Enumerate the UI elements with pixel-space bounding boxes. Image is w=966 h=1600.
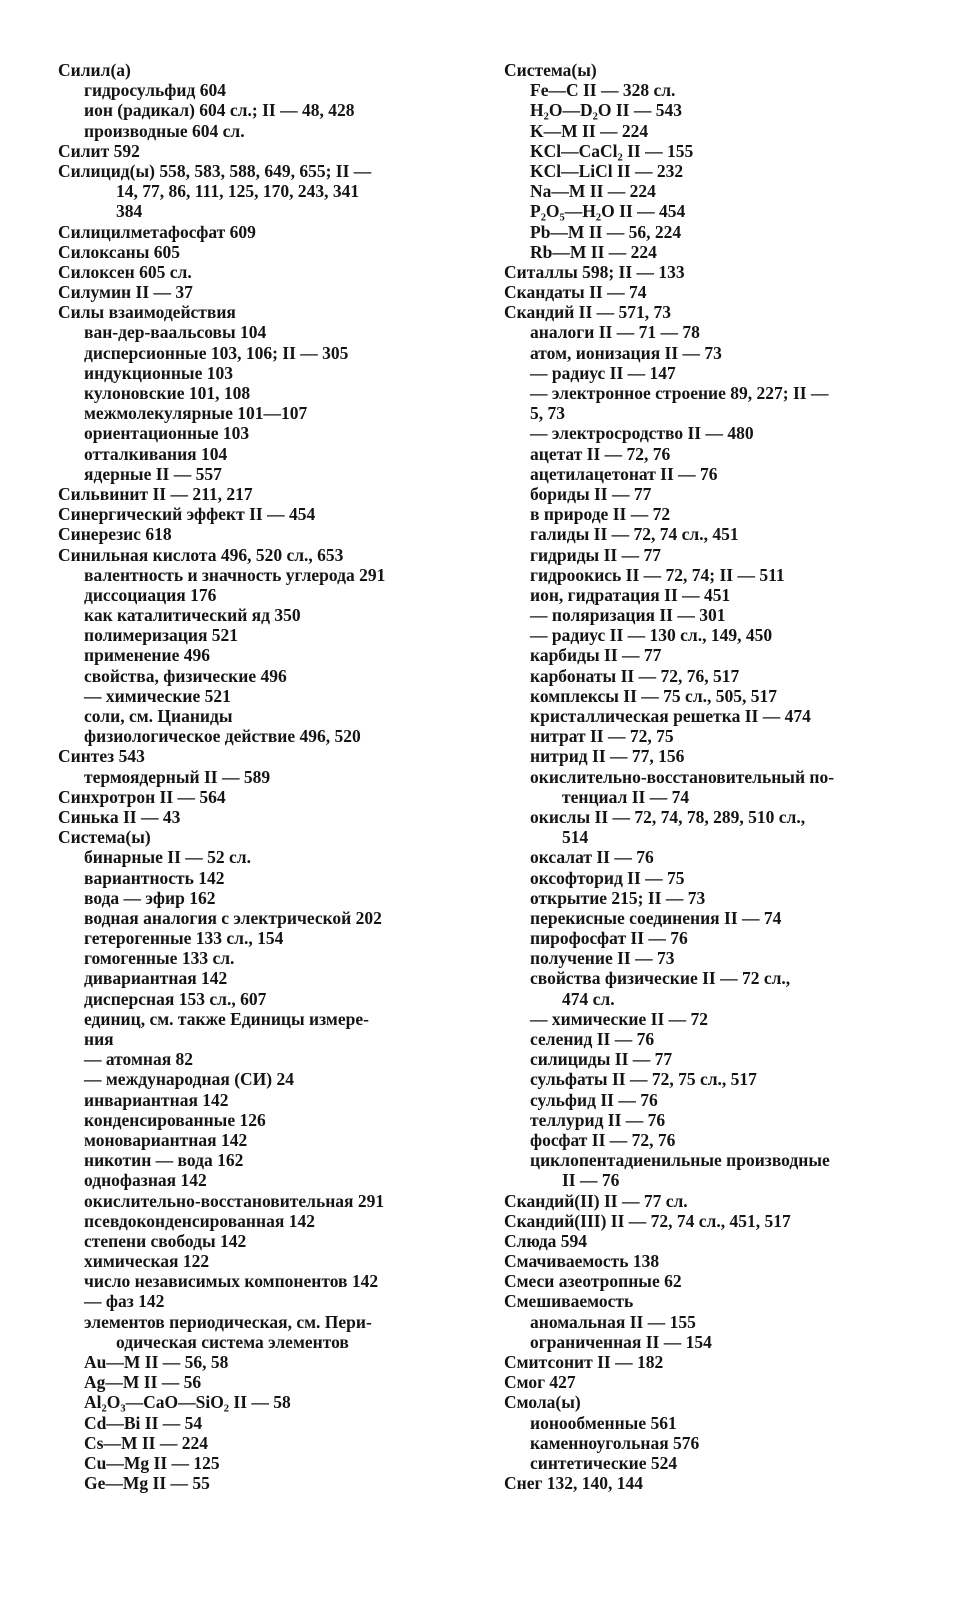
index-subentry: ион (радикал) 604 сл.; II — 48, 428 bbox=[84, 100, 355, 121]
index-subentry: — атомная 82 bbox=[84, 1049, 194, 1070]
index-subentry: 514 bbox=[562, 827, 589, 848]
index-entry: Скандий(III) II — 72, 74 сл., 451, 517 bbox=[504, 1210, 791, 1231]
index-entry: Синерезис 618 bbox=[58, 524, 172, 545]
index-subentry: число независимых компонентов 142 bbox=[84, 1271, 379, 1292]
index-entry: Слюда 594 bbox=[504, 1230, 588, 1251]
index-entry: Ситаллы 598; II — 133 bbox=[504, 261, 685, 282]
index-subentry: полимеризация 521 bbox=[84, 625, 239, 646]
index-entry: Силит 592 bbox=[58, 140, 140, 161]
index-subentry: степени свободы 142 bbox=[84, 1230, 247, 1251]
index-subentry: окислы II — 72, 74, 78, 289, 510 сл., bbox=[530, 806, 806, 827]
index-subentry: II — 76 bbox=[562, 1170, 620, 1191]
index-subentry: оксофторид II — 75 bbox=[530, 867, 685, 888]
index-subentry: термоядерный II — 589 bbox=[84, 766, 271, 787]
index-subentry: никотин — вода 162 bbox=[84, 1150, 244, 1171]
index-entry: Синхротрон II — 564 bbox=[58, 786, 226, 807]
index-entry: Смеси азеотропные 62 bbox=[504, 1271, 682, 1292]
index-subentry: сульфаты II — 72, 75 сл., 517 bbox=[530, 1069, 757, 1090]
index-subentry: карбонаты II — 72, 76, 517 bbox=[530, 665, 740, 686]
index-subentry: гетерогенные 133 сл., 154 bbox=[84, 928, 284, 949]
index-subentry: Rb—M II — 224 bbox=[530, 241, 657, 262]
index-entry: Силоксаны 605 bbox=[58, 241, 181, 262]
index-subentry: однофазная 142 bbox=[84, 1170, 207, 1191]
index-subentry: дивариантная 142 bbox=[84, 968, 228, 989]
index-subentry: 5, 73 bbox=[530, 403, 565, 424]
index-entry: Синька II — 43 bbox=[58, 806, 181, 827]
index-subentry: H₂O—D₂O II — 543 bbox=[530, 100, 682, 121]
index-subentry: тенциал II — 74 bbox=[562, 786, 690, 807]
index-subentry: нитрид II — 77, 156 bbox=[530, 746, 685, 767]
index-subentry: галиды II — 72, 74 сл., 451 bbox=[530, 524, 739, 545]
index-subentry: — радиус II — 130 сл., 149, 450 bbox=[530, 625, 773, 646]
index-entry: Силицид(ы) 558, 583, 588, 649, 655; II — bbox=[58, 160, 372, 181]
index-entry: Синильная кислота 496, 520 сл., 653 bbox=[58, 544, 344, 565]
index-subentry: карбиды II — 77 bbox=[530, 645, 662, 666]
index-subentry: ния bbox=[84, 1029, 114, 1049]
index-subentry: KCl—LiCl II — 232 bbox=[530, 160, 684, 181]
index-subentry: индукционные 103 bbox=[84, 362, 233, 383]
index-subentry: — химические 521 bbox=[84, 685, 231, 706]
index-subentry: нитрат II — 72, 75 bbox=[530, 726, 674, 747]
index-subentry: селенид II — 76 bbox=[530, 1029, 655, 1049]
index-subentry: как каталитический яд 350 bbox=[84, 605, 301, 626]
index-entry: Снег 132, 140, 144 bbox=[504, 1473, 644, 1494]
index-subentry: ион, гидратация II — 451 bbox=[530, 584, 731, 605]
index-column-right bbox=[504, 60, 904, 1493]
index-subentry: дисперсная 153 сл., 607 bbox=[84, 988, 267, 1009]
index-subentry: производные 604 сл. bbox=[84, 120, 245, 141]
index-subentry: свойства физические II — 72 сл., bbox=[530, 968, 791, 989]
index-subentry: кристаллическая решетка II — 474 bbox=[530, 706, 811, 726]
index-entry: Система(ы) bbox=[504, 60, 597, 80]
index-subentry: гидроокись II — 72, 74; II — 511 bbox=[530, 564, 785, 585]
index-subentry: пирофосфат II — 76 bbox=[530, 928, 688, 949]
index-subentry: валентность и значность углерода 291 bbox=[84, 564, 386, 585]
index-subentry: — химические II — 72 bbox=[530, 1008, 709, 1029]
index-subentry: бинарные II — 52 сл. bbox=[84, 847, 251, 868]
index-entry: Смешиваемость bbox=[504, 1291, 634, 1312]
index-subentry: межмолекулярные 101—107 bbox=[84, 403, 308, 424]
index-subentry: аномальная II — 155 bbox=[530, 1311, 696, 1332]
index-subentry: K—M II — 224 bbox=[530, 120, 649, 141]
index-subentry: оксалат II — 76 bbox=[530, 847, 654, 868]
index-subentry: окислительно-восстановительная 291 bbox=[84, 1190, 385, 1211]
index-subentry: конденсированные 126 bbox=[84, 1109, 266, 1130]
index-entry: Смола(ы) bbox=[504, 1392, 581, 1413]
index-subentry: — международная (СИ) 24 bbox=[84, 1069, 294, 1090]
index-subentry: — фаз 142 bbox=[84, 1291, 165, 1312]
index-entry: Силоксен 605 сл. bbox=[58, 261, 192, 282]
index-subentry: силициды II — 77 bbox=[530, 1049, 673, 1070]
index-subentry: дисперсионные 103, 106; II — 305 bbox=[84, 342, 349, 363]
index-subentry: бориды II — 77 bbox=[530, 483, 652, 504]
index-entry: Смачиваемость 138 bbox=[504, 1251, 660, 1272]
index-subentry: вода — эфир 162 bbox=[84, 887, 216, 908]
index-subentry: одическая система элементов bbox=[116, 1331, 349, 1352]
index-subentry: Cs—M II — 224 bbox=[84, 1432, 208, 1453]
index-subentry: ацетилацетонат II — 76 bbox=[530, 463, 718, 484]
index-subentry: — электронное строение 89, 227; II — bbox=[530, 383, 829, 403]
index-subentry: Au—M II — 56, 58 bbox=[84, 1352, 229, 1372]
index-subentry: моновариантная 142 bbox=[84, 1129, 248, 1150]
index-subentry: ацетат II — 72, 76 bbox=[530, 443, 671, 464]
index-subentry: единиц, см. также Единицы измере- bbox=[84, 1008, 369, 1029]
index-subentry: — поляризация II — 301 bbox=[530, 605, 726, 626]
index-subentry: — радиус II — 147 bbox=[530, 362, 676, 383]
index-subentry: гидросульфид 604 bbox=[84, 80, 226, 101]
index-subentry: водная аналогия с электрической 202 bbox=[84, 907, 382, 928]
index-subentry: синтетические 524 bbox=[530, 1452, 678, 1473]
index-subentry: свойства, физические 496 bbox=[84, 665, 287, 686]
index-entry: Скандаты II — 74 bbox=[504, 282, 647, 303]
index-subentry: KCl—CaCl₂ II — 155 bbox=[530, 140, 694, 161]
index-subentry: Al₂O₃—CaO—SiO₂ II — 58 bbox=[84, 1392, 291, 1413]
index-subentry: циклопентадиенильные производные bbox=[530, 1150, 830, 1171]
index-entry: Силы взаимодействия bbox=[58, 302, 236, 323]
index-subentry: Cu—Mg II — 125 bbox=[84, 1452, 220, 1473]
index-subentry: Pb—M II — 56, 224 bbox=[530, 221, 682, 242]
index-subentry: открытие 215; II — 73 bbox=[530, 887, 706, 908]
index-subentry: каменноугольная 576 bbox=[530, 1432, 700, 1453]
index-subentry: аналоги II — 71 — 78 bbox=[530, 322, 700, 343]
index-subentry: Ag—M II — 56 bbox=[84, 1372, 202, 1393]
index-entry: Синергический эффект II — 454 bbox=[58, 504, 316, 525]
index-entry: Система(ы) bbox=[58, 827, 151, 848]
index-entry: Смог 427 bbox=[504, 1372, 576, 1393]
index-entry: Смитсонит II — 182 bbox=[504, 1352, 664, 1372]
index-subentry: псевдоконденсированная 142 bbox=[84, 1210, 315, 1231]
index-subentry: 474 сл. bbox=[562, 988, 615, 1009]
index-subentry: соли, см. Цианиды bbox=[84, 706, 233, 726]
index-entry: Скандий(II) II — 77 сл. bbox=[504, 1190, 688, 1211]
index-subentry: получение II — 73 bbox=[530, 948, 675, 969]
index-subentry: Ge—Mg II — 55 bbox=[84, 1473, 210, 1494]
index-subentry: ионообменные 561 bbox=[530, 1412, 677, 1433]
index-subentry: диссоциация 176 bbox=[84, 584, 217, 605]
index-subentry: гомогенные 133 сл. bbox=[84, 948, 235, 969]
index-subentry: Fe—C II — 328 сл. bbox=[530, 80, 676, 101]
index-subentry: кулоновские 101, 108 bbox=[84, 383, 251, 403]
index-subentry: химическая 122 bbox=[84, 1251, 210, 1272]
index-subentry: Cd—Bi II — 54 bbox=[84, 1412, 203, 1433]
index-subentry: — электросродство II — 480 bbox=[530, 423, 754, 444]
index-subentry: сульфид II — 76 bbox=[530, 1089, 658, 1110]
index-entry: Сильвинит II — 211, 217 bbox=[58, 483, 253, 504]
index-subentry: 384 bbox=[116, 201, 143, 222]
index-subentry: Na—M II — 224 bbox=[530, 181, 656, 202]
index-subentry: вариантность 142 bbox=[84, 867, 225, 888]
index-subentry: в природе II — 72 bbox=[530, 504, 671, 525]
index-subentry: окислительно-восстановительный по- bbox=[530, 766, 835, 787]
index-subentry: инвариантная 142 bbox=[84, 1089, 229, 1110]
index-subentry: применение 496 bbox=[84, 645, 210, 666]
index-subentry: физиологическое действие 496, 520 bbox=[84, 726, 361, 747]
index-subentry: теллурид II — 76 bbox=[530, 1109, 666, 1130]
index-subentry: перекисные соединения II — 74 bbox=[530, 907, 782, 928]
index-subentry: ван-дер-ваальсовы 104 bbox=[84, 322, 267, 343]
index-subentry: комплексы II — 75 сл., 505, 517 bbox=[530, 685, 778, 706]
index-entry: Скандий II — 571, 73 bbox=[504, 302, 672, 323]
index-entry: Силумин II — 37 bbox=[58, 282, 193, 303]
index-subentry: элементов периодическая, см. Пери- bbox=[84, 1311, 372, 1332]
index-subentry: ограниченная II — 154 bbox=[530, 1331, 712, 1352]
index-subentry: атом, ионизация II — 73 bbox=[530, 342, 722, 363]
index-subentry: фосфат II — 72, 76 bbox=[530, 1129, 676, 1150]
index-subentry: 14, 77, 86, 111, 125, 170, 243, 341 bbox=[116, 181, 360, 202]
index-subentry: отталкивания 104 bbox=[84, 443, 228, 464]
index-subentry: ориентационные 103 bbox=[84, 423, 250, 444]
index-column-left bbox=[58, 60, 458, 1493]
index-subentry: ядерные II — 557 bbox=[84, 463, 222, 484]
index-subentry: гидриды II — 77 bbox=[530, 544, 661, 565]
index-entry: Синтез 543 bbox=[58, 746, 145, 767]
index-entry: Силицилметафосфат 609 bbox=[58, 221, 256, 242]
index-subentry: P₂O₅—H₂O II — 454 bbox=[530, 201, 686, 222]
index-entry: Силил(а) bbox=[58, 60, 131, 80]
